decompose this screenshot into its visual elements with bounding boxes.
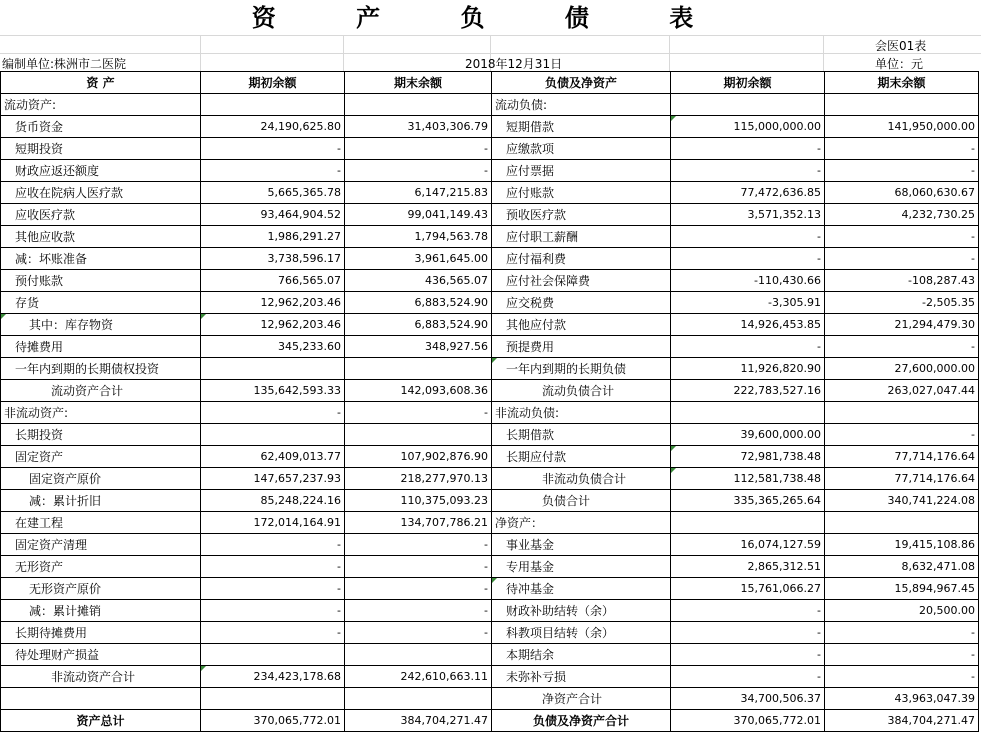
amount-cell: -	[201, 402, 345, 424]
amount-cell: -	[825, 622, 979, 644]
amount-cell: 436,565.07	[345, 270, 492, 292]
amount-cell: -	[671, 644, 825, 666]
balance-sheet-table	[0, 71, 979, 732]
amount-cell: 172,014,164.91	[201, 512, 345, 534]
table-row	[1, 248, 979, 270]
amount-cell: -	[345, 622, 492, 644]
row-label-cell: 货币资金	[1, 116, 201, 138]
amount-cell: 115,000,000.00	[671, 116, 825, 138]
row-label-cell: 其中：库存物资	[1, 314, 201, 336]
amount-cell	[201, 358, 345, 380]
row-label-cell: 预收医疗款	[492, 204, 671, 226]
amount-cell	[345, 644, 492, 666]
amount-cell	[201, 424, 345, 446]
amount-cell	[345, 358, 492, 380]
row-label-cell: 流动资产:	[1, 94, 201, 116]
amount-cell: -2,505.35	[825, 292, 979, 314]
amount-cell: 68,060,630.67	[825, 182, 979, 204]
table-row	[1, 94, 979, 116]
row-label-cell: 负债合计	[492, 490, 671, 512]
amount-cell: -	[671, 336, 825, 358]
amount-cell: -	[671, 160, 825, 182]
amount-cell: 384,704,271.47	[825, 710, 979, 732]
table-row	[1, 622, 979, 644]
table-row	[1, 358, 979, 380]
amount-cell	[345, 424, 492, 446]
row-label-cell: 其他应收款	[1, 226, 201, 248]
amount-cell: -	[345, 534, 492, 556]
table-row	[1, 424, 979, 446]
row-label-cell: 事业基金	[492, 534, 671, 556]
amount-cell: 16,074,127.59	[671, 534, 825, 556]
row-label-cell: 一年内到期的长期负债	[492, 358, 671, 380]
row-label-cell: 固定资产清理	[1, 534, 201, 556]
amount-cell: 134,707,786.21	[345, 512, 492, 534]
amount-cell: 234,423,178.68	[201, 666, 345, 688]
row-label-cell: 长期投资	[1, 424, 201, 446]
report-date: 2018年12月31日	[465, 57, 563, 71]
row-label-cell: 待处理财产损益	[1, 644, 201, 666]
amount-cell: -	[345, 578, 492, 600]
amount-cell: -3,305.91	[671, 292, 825, 314]
amount-cell	[345, 94, 492, 116]
amount-cell: 15,761,066.27	[671, 578, 825, 600]
amount-cell: -	[825, 138, 979, 160]
row-label-cell: 应交税费	[492, 292, 671, 314]
amount-cell: -	[825, 336, 979, 358]
table-row	[1, 490, 979, 512]
column-header: 期初余额	[671, 72, 825, 94]
amount-cell: -	[671, 226, 825, 248]
amount-cell	[201, 688, 345, 710]
row-label-cell: 流动资产合计	[1, 380, 201, 402]
amount-cell: 141,950,000.00	[825, 116, 979, 138]
column-header: 资 产	[1, 72, 201, 94]
table-row	[1, 160, 979, 182]
amount-cell: 370,065,772.01	[671, 710, 825, 732]
amount-cell: 24,190,625.80	[201, 116, 345, 138]
amount-cell: -	[671, 666, 825, 688]
table-row	[1, 556, 979, 578]
amount-cell: -	[671, 138, 825, 160]
table-row	[1, 270, 979, 292]
table-row	[1, 138, 979, 160]
amount-cell: 19,415,108.86	[825, 534, 979, 556]
amount-cell: 3,961,645.00	[345, 248, 492, 270]
amount-cell: 6,147,215.83	[345, 182, 492, 204]
row-label-cell: 待摊费用	[1, 336, 201, 358]
amount-cell: -	[201, 556, 345, 578]
amount-cell: -	[825, 226, 979, 248]
amount-cell: 335,365,265.64	[671, 490, 825, 512]
table-row	[1, 446, 979, 468]
amount-cell: 110,375,093.23	[345, 490, 492, 512]
amount-cell: 11,926,820.90	[671, 358, 825, 380]
amount-cell	[201, 94, 345, 116]
amount-cell: 263,027,047.44	[825, 380, 979, 402]
amount-cell: -	[201, 622, 345, 644]
row-label-cell: 在建工程	[1, 512, 201, 534]
amount-cell: 1,794,563.78	[345, 226, 492, 248]
table-row	[1, 182, 979, 204]
amount-cell: 222,783,527.16	[671, 380, 825, 402]
amount-cell: 218,277,970.13	[345, 468, 492, 490]
amount-cell	[671, 402, 825, 424]
amount-cell: 340,741,224.08	[825, 490, 979, 512]
table-header-row	[1, 72, 979, 94]
table-row	[1, 226, 979, 248]
amount-cell: 345,233.60	[201, 336, 345, 358]
table-row	[1, 688, 979, 710]
amount-cell: -	[825, 424, 979, 446]
row-label-cell: 负债及净资产合计	[492, 710, 671, 732]
row-label-cell: 净资产：	[492, 512, 671, 534]
amount-cell: 12,962,203.46	[201, 292, 345, 314]
amount-cell: 1,986,291.27	[201, 226, 345, 248]
amount-cell: 93,464,904.52	[201, 204, 345, 226]
form-code: 会医01表	[875, 39, 927, 53]
row-label-cell: 固定资产	[1, 446, 201, 468]
row-label-cell: 减：累计折旧	[1, 490, 201, 512]
amount-cell: 62,409,013.77	[201, 446, 345, 468]
column-header: 期末余额	[345, 72, 492, 94]
amount-cell: 3,738,596.17	[201, 248, 345, 270]
table-row	[1, 314, 979, 336]
amount-cell: -	[671, 600, 825, 622]
row-label-cell: 减：累计摊销	[1, 600, 201, 622]
amount-cell: -110,430.66	[671, 270, 825, 292]
table-row	[1, 644, 979, 666]
amount-cell: 5,665,365.78	[201, 182, 345, 204]
row-label-cell: 应付福利费	[492, 248, 671, 270]
row-label-cell: 专用基金	[492, 556, 671, 578]
row-label-cell: 无形资产原价	[1, 578, 201, 600]
row-label-cell: 短期借款	[492, 116, 671, 138]
row-label-cell: 应付社会保障费	[492, 270, 671, 292]
table-row	[1, 578, 979, 600]
row-label-cell: 长期待摊费用	[1, 622, 201, 644]
table-row	[1, 710, 979, 732]
row-label-cell: 流动负债合计	[492, 380, 671, 402]
unit-label: 单位：元	[875, 57, 924, 71]
amount-cell: -	[671, 248, 825, 270]
table-row	[1, 468, 979, 490]
amount-cell	[671, 94, 825, 116]
organization-label: 编制单位:株洲市二医院	[2, 57, 127, 71]
table-row	[1, 402, 979, 424]
amount-cell: -	[825, 666, 979, 688]
amount-cell: 112,581,738.48	[671, 468, 825, 490]
table-row	[1, 292, 979, 314]
row-label-cell: 非流动资产:	[1, 402, 201, 424]
amount-cell: -	[201, 600, 345, 622]
row-label-cell	[1, 688, 201, 710]
amount-cell: 14,926,453.85	[671, 314, 825, 336]
row-label-cell: 固定资产原价	[1, 468, 201, 490]
amount-cell: 242,610,663.11	[345, 666, 492, 688]
amount-cell: 34,700,506.37	[671, 688, 825, 710]
amount-cell: -	[825, 248, 979, 270]
amount-cell: 85,248,224.16	[201, 490, 345, 512]
amount-cell: 8,632,471.08	[825, 556, 979, 578]
row-label-cell: 存货	[1, 292, 201, 314]
amount-cell: -	[345, 556, 492, 578]
amount-cell: 77,472,636.85	[671, 182, 825, 204]
amount-cell: -	[345, 402, 492, 424]
page-title: 资 产 负 债 表	[251, 3, 730, 32]
amount-cell: 135,642,593.33	[201, 380, 345, 402]
amount-cell: -	[825, 644, 979, 666]
amount-cell: 370,065,772.01	[201, 710, 345, 732]
amount-cell	[825, 94, 979, 116]
amount-cell	[345, 688, 492, 710]
amount-cell: -	[345, 160, 492, 182]
row-label-cell: 应付职工薪酬	[492, 226, 671, 248]
table-row	[1, 116, 979, 138]
amount-cell	[201, 644, 345, 666]
row-label-cell: 待冲基金	[492, 578, 671, 600]
amount-cell: -	[825, 160, 979, 182]
amount-cell: 147,657,237.93	[201, 468, 345, 490]
amount-cell: 107,902,876.90	[345, 446, 492, 468]
amount-cell: 72,981,738.48	[671, 446, 825, 468]
amount-cell: 15,894,967.45	[825, 578, 979, 600]
row-label-cell: 非流动负债:	[492, 402, 671, 424]
row-label-cell: 应收在院病人医疗款	[1, 182, 201, 204]
amount-cell: 3,571,352.13	[671, 204, 825, 226]
row-label-cell: 减：坏账准备	[1, 248, 201, 270]
amount-cell: 2,865,312.51	[671, 556, 825, 578]
amount-cell: 99,041,149.43	[345, 204, 492, 226]
amount-cell: 12,962,203.46	[201, 314, 345, 336]
amount-cell: 39,600,000.00	[671, 424, 825, 446]
table-row	[1, 380, 979, 402]
table-row	[1, 534, 979, 556]
row-label-cell: 短期投资	[1, 138, 201, 160]
row-label-cell: 净资产合计	[492, 688, 671, 710]
table-row	[1, 600, 979, 622]
amount-cell	[671, 512, 825, 534]
row-label-cell: 预付账款	[1, 270, 201, 292]
row-label-cell: 本期结余	[492, 644, 671, 666]
row-label-cell: 资产总计	[1, 710, 201, 732]
amount-cell: 20,500.00	[825, 600, 979, 622]
amount-cell: 766,565.07	[201, 270, 345, 292]
amount-cell	[825, 402, 979, 424]
amount-cell	[825, 512, 979, 534]
row-label-cell: 应收医疗款	[1, 204, 201, 226]
amount-cell: 27,600,000.00	[825, 358, 979, 380]
row-label-cell: 非流动资产合计	[1, 666, 201, 688]
row-label-cell: 财政补助结转（余）	[492, 600, 671, 622]
table-row	[1, 666, 979, 688]
amount-cell: 6,883,524.90	[345, 314, 492, 336]
row-label-cell: 一年内到期的长期债权投资	[1, 358, 201, 380]
amount-cell: 348,927.56	[345, 336, 492, 358]
row-label-cell: 财政应返还额度	[1, 160, 201, 182]
row-label-cell: 无形资产	[1, 556, 201, 578]
amount-cell: -	[201, 534, 345, 556]
amount-cell: 31,403,306.79	[345, 116, 492, 138]
amount-cell: -	[201, 578, 345, 600]
amount-cell: 6,883,524.90	[345, 292, 492, 314]
amount-cell: -108,287.43	[825, 270, 979, 292]
amount-cell: 21,294,479.30	[825, 314, 979, 336]
row-label-cell: 应缴款项	[492, 138, 671, 160]
row-label-cell: 应付票据	[492, 160, 671, 182]
table-row	[1, 204, 979, 226]
table-row	[1, 512, 979, 534]
column-header: 期末余额	[825, 72, 979, 94]
row-label-cell: 其他应付款	[492, 314, 671, 336]
table-row	[1, 336, 979, 358]
amount-cell: 142,093,608.36	[345, 380, 492, 402]
row-label-cell: 科教项目结转（余）	[492, 622, 671, 644]
amount-cell: 77,714,176.64	[825, 468, 979, 490]
amount-cell: -	[201, 138, 345, 160]
amount-cell: 77,714,176.64	[825, 446, 979, 468]
column-header: 负债及净资产	[492, 72, 671, 94]
row-label-cell: 非流动负债合计	[492, 468, 671, 490]
amount-cell: -	[345, 600, 492, 622]
amount-cell: 4,232,730.25	[825, 204, 979, 226]
row-label-cell: 长期应付款	[492, 446, 671, 468]
row-label-cell: 应付账款	[492, 182, 671, 204]
amount-cell: -	[345, 138, 492, 160]
amount-cell: 384,704,271.47	[345, 710, 492, 732]
amount-cell: -	[671, 622, 825, 644]
row-label-cell: 长期借款	[492, 424, 671, 446]
amount-cell: -	[201, 160, 345, 182]
row-label-cell: 未弥补亏损	[492, 666, 671, 688]
row-label-cell: 预提费用	[492, 336, 671, 358]
row-label-cell: 流动负债:	[492, 94, 671, 116]
amount-cell: 43,963,047.39	[825, 688, 979, 710]
column-header: 期初余额	[201, 72, 345, 94]
